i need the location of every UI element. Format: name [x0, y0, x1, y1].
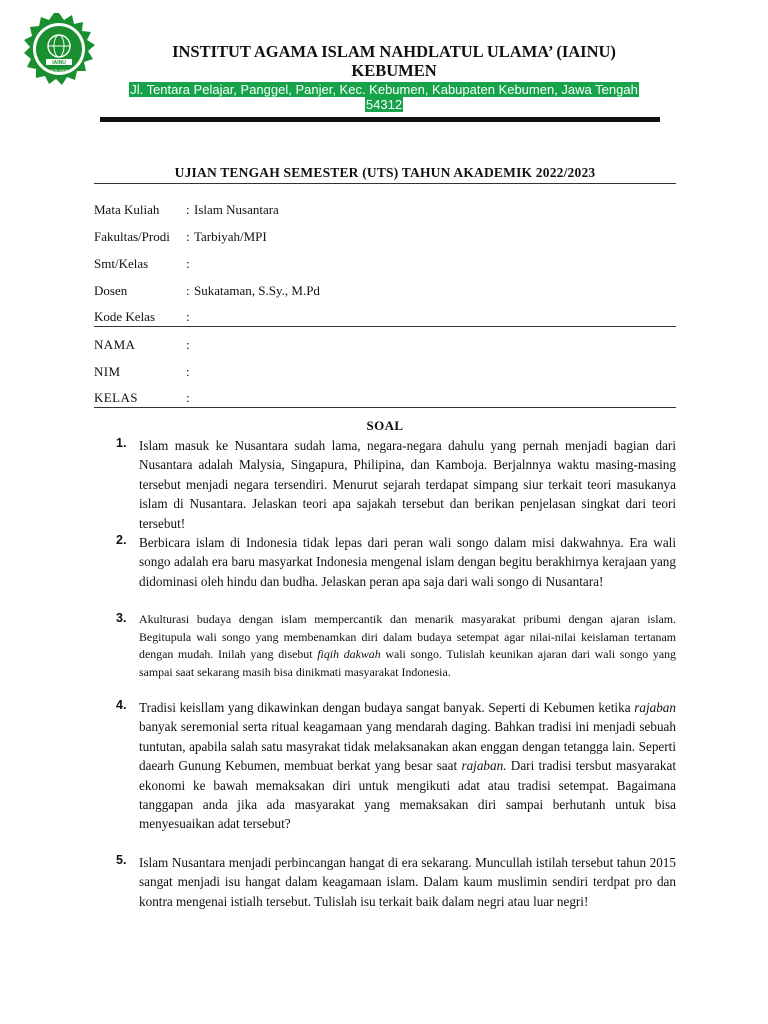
- header-divider: [100, 117, 660, 122]
- question-2: [116, 533, 676, 591]
- question-text-part: banyak seremonial serta ritual keagamaan yang mendarah daging. Bahkan tradisi ini menjadi sebuah tuntutan, apabila salah satu masyrakat tidak melaksanakan akan enggan dengan tetangga lain. Seperti daearh Gunung Kebumen, membuat berkat yang besar saat: [139, 719, 676, 774]
- question-text: [139, 853, 676, 911]
- info-label: Smt/Kelas: [94, 256, 149, 271]
- question-text-part: Akulturasi budaya dengan islam mempercantik dan menarik masyarakat pribumi dengan ajaran islam. Begitupula wali songo yang membenamkan diri dalam budaya setempat agar nilai-nilai keislaman tertanam dengan mudah. Inilah yang disebut: [139, 612, 676, 662]
- institution-logo: [22, 12, 96, 86]
- question-number: 3.: [116, 611, 127, 625]
- info-label: Fakultas/Prodi: [94, 229, 170, 244]
- question-text-part: Dari tradisi tersbut masyarakat ekonomi ke bawah memaksakan diri untuk mengikuti adat atau tradisi setempat. Bagaimana tanggapan anda jika ada masyarakat yang memaksakan diri sampai berhutanh untuk bisa menyesuaikan adat tersebut?: [139, 758, 676, 832]
- institution-name: [104, 42, 684, 80]
- question-number: 2.: [116, 533, 127, 547]
- exam-title: UJIAN TENGAH SEMESTER (UTS) TAHUN AKADEMIK 2022/2023: [174, 165, 596, 180]
- info-label: Dosen: [94, 283, 128, 298]
- question-text-italic: rajaban: [634, 700, 676, 715]
- info-separator: :: [186, 202, 190, 217]
- student-separator: :: [186, 390, 190, 405]
- info-separator: :: [186, 229, 190, 244]
- question-text-part: Islam Nusantara menjadi perbincangan hangat di era sekarang. Muncullah istilah tersebut tahun 2015 sangat menjadi isu hangat dalam keagamaan islam. Dalam kaum muslimin sendiri terdpat pro dan kontra mengenai istialh tersebut. Tulislah isu terkait baik dalam negri atau luar negri!: [139, 855, 676, 909]
- info-label: Mata Kuliah: [94, 202, 160, 217]
- question-text-italic: fiqih dakwah: [317, 647, 381, 662]
- question-text: [139, 611, 676, 681]
- info-value: Tarbiyah/MPI: [194, 229, 267, 244]
- question-text: [139, 533, 676, 591]
- logo-subtext: KEBUMEN: [49, 69, 69, 73]
- info-value: Sukataman, S.Sy., M.Pd: [194, 283, 320, 298]
- question-text: [139, 436, 676, 533]
- info-separator: :: [186, 283, 190, 298]
- question-text-part: Islam masuk ke Nusantara sudah lama, negara-negara dahulu yang pernah menjadi bagian dari Nusantara adalah Malysia, Singapura, Philipina, dan Kamboja. Berjalnnya waktu masing-masing tersebut menjadi negara tersendiri. Menurut sejarah terdapat simpang siur terkait teori masukanya islam di Nusantara. Jelaskan teori apa sajakah tersebut dan berikan penjelasan singkat dari teori tersebut!: [139, 438, 676, 531]
- institution-name-line1: INSTITUT AGAMA ISLAM NAHDLATUL ULAMA’ (IAINU): [172, 42, 616, 61]
- title-divider: [94, 183, 676, 184]
- logo-text: IAINU: [52, 60, 66, 66]
- address-line1: Jl. Tentara Pelajar, Panggel, Panjer, Kec. Kebumen, Kabupaten Kebumen, Jawa Tengah: [130, 82, 638, 97]
- question-text-part: Berbicara islam di Indonesia tidak lepas dari peran wali songo dalam misi dakwahnya. Era wali songo adalah era baru masyarkat Indonesia mengenal islam dengan begitu berakhirnya kerajaan yang didominasi oleh hindu dan budha. Jelaskan peran apa saja dari wali songo di Nusantara!: [139, 535, 676, 589]
- student-separator: :: [186, 337, 190, 352]
- question-5: [116, 853, 676, 911]
- institution-name-line2: KEBUMEN: [351, 61, 437, 80]
- student-label: NIM: [94, 364, 121, 379]
- info-divider: [94, 326, 676, 327]
- student-label: NAMA: [94, 337, 136, 352]
- question-3: [116, 611, 676, 681]
- student-separator: :: [186, 364, 190, 379]
- question-4: [116, 698, 676, 834]
- questions-heading: SOAL: [366, 418, 404, 433]
- question-text-part: wali songo. Tulislah keunikan ajaran dari wali songo yang sampai saat sekarang masih bisa dinikmati masyarakat Indonesia.: [139, 647, 677, 679]
- address-line2: 54312: [365, 97, 403, 112]
- institution-address: [104, 82, 664, 112]
- info-value: Islam Nusantara: [194, 202, 279, 217]
- question-number: 4.: [116, 698, 127, 712]
- question-text: [139, 698, 676, 834]
- info-separator: :: [186, 256, 190, 271]
- question-number: 1.: [116, 436, 127, 450]
- student-divider: [94, 407, 676, 408]
- question-text-italic: rajaban.: [461, 758, 507, 774]
- student-label: KELAS: [94, 390, 138, 405]
- info-separator: :: [186, 309, 190, 324]
- info-label: Kode Kelas: [94, 309, 156, 324]
- question-1: [116, 436, 676, 533]
- question-text-part: Tradisi keisllam yang dikawinkan dengan budaya sangat banyak. Seperti di Kebumen ketika: [139, 700, 635, 715]
- question-number: 5.: [116, 853, 127, 867]
